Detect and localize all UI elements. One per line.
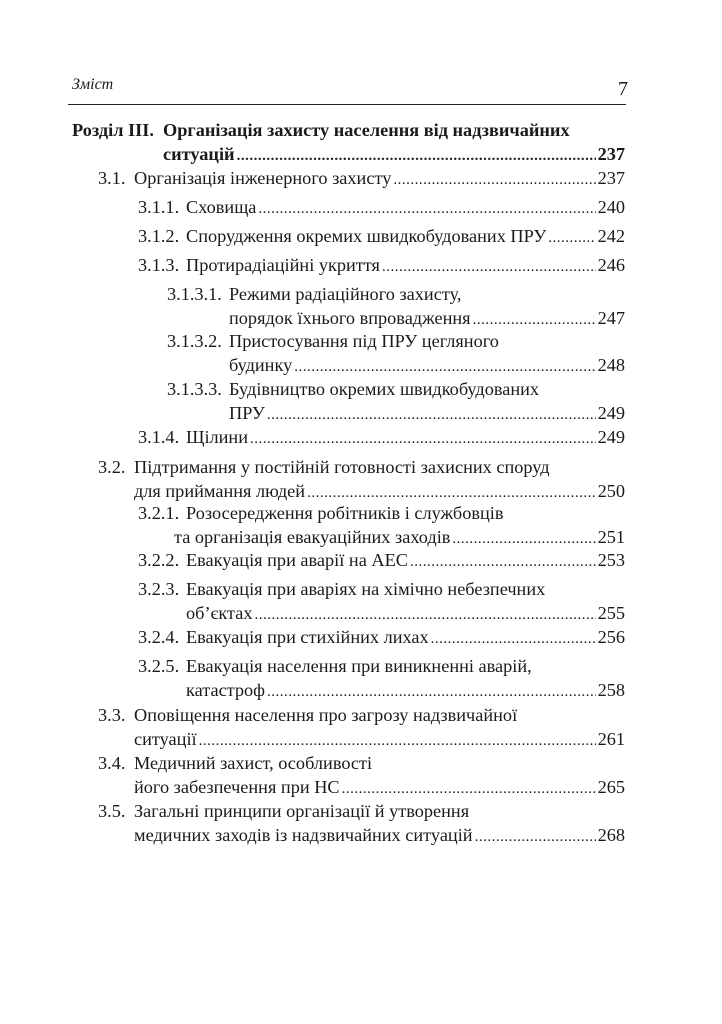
toc-entry-page: 240 [597, 197, 625, 217]
toc-entry-number: 3.3. [98, 705, 126, 725]
toc-entry-page: 237 [597, 144, 625, 164]
dot-leader [342, 777, 596, 801]
toc-entry-page: 265 [597, 777, 625, 797]
toc-entry-title: Спорудження окремих швидкобудованих ПРУ [186, 226, 547, 246]
toc-entry-title: Сховища [186, 197, 257, 217]
page-number: 7 [618, 78, 628, 100]
toc-entry-title: Евакуація при аваріях на хімічно небезпечних [186, 579, 546, 599]
toc-entry-title: його забезпечення при НС [134, 777, 340, 797]
dot-leader [410, 550, 596, 574]
toc-entry-page: 246 [597, 255, 625, 275]
toc-entry-page: 256 [597, 627, 625, 647]
toc-entry-title: Евакуація при аварії на АЕС [186, 550, 408, 570]
toc-entry-page: 250 [597, 481, 625, 501]
toc-entry [0, 425, 625, 449]
dot-leader [254, 603, 595, 627]
toc-entry-title: Щілини [186, 427, 248, 447]
toc-entry-number: 3.1.4. [138, 427, 180, 447]
toc-entry [0, 166, 625, 190]
toc-entry-number: 3.1.1. [138, 197, 180, 217]
toc-entry [0, 329, 625, 377]
dot-leader [250, 427, 596, 451]
dot-leader [431, 627, 596, 651]
toc-entry-title: катастроф [186, 680, 266, 700]
toc-entry-title: Евакуація при стихійних лихах [186, 627, 429, 647]
dot-leader [258, 197, 595, 221]
toc-entry [0, 253, 625, 277]
toc-entry-page: 237 [597, 168, 625, 188]
toc-entry [0, 799, 625, 847]
toc-entry-page: 249 [597, 403, 625, 423]
toc-entry-page: 268 [597, 825, 625, 845]
toc-entry-page: 261 [597, 729, 625, 749]
toc-entry-title: Організація захисту населення від надзвичайних [163, 120, 570, 140]
dot-leader [475, 825, 596, 849]
toc-entry-title: та організація евакуаційних заходів [174, 527, 451, 547]
toc-entry [0, 118, 625, 166]
toc-entry-number: 3.2.1. [138, 503, 180, 523]
toc-entry-title: Загальні принципи організації й утворення [134, 801, 470, 821]
toc-entry-number: 3.5. [98, 801, 126, 821]
toc-entry-page: 248 [597, 355, 625, 375]
toc-entry [0, 703, 625, 751]
toc-entry-number: 3.1. [98, 168, 126, 188]
toc-entry-title: Евакуація населення при виникненні аварій, [186, 656, 532, 676]
toc-entry-title: будинку [229, 355, 293, 375]
toc-entry-page: 258 [597, 680, 625, 700]
toc-entry-title: Протирадіаційні укриття [186, 255, 380, 275]
toc-entry [0, 455, 625, 503]
toc-entry-title: об’єктах [186, 603, 253, 623]
toc-entry-title: ситуації [134, 729, 197, 749]
toc-entry-title: Підтримання у постійній готовності захисних споруд [134, 457, 550, 477]
dot-leader [382, 255, 596, 279]
toc-entry [0, 195, 625, 219]
toc-entry-page: 251 [597, 527, 625, 547]
toc-entry-number: 3.1.3.3. [167, 379, 222, 399]
toc-entry-number: 3.2.4. [138, 627, 180, 647]
toc-entry-title: Оповіщення населення про загрозу надзвичайної [134, 705, 518, 725]
running-header [68, 76, 626, 105]
toc-entry-title: Будівництво окремих швидкобудованих [229, 379, 540, 399]
toc-entry [0, 577, 625, 625]
toc-entry-title: Пристосування під ПРУ цегляного [229, 331, 499, 351]
toc-entry-title: Розосередження робітників і службовців [186, 503, 504, 523]
toc-entry [0, 224, 625, 248]
toc-entry [0, 654, 625, 702]
toc-entry-number: Розділ III. [72, 120, 154, 140]
toc-entry-title: Режими радіаційного захисту, [229, 284, 462, 304]
dot-leader [237, 144, 596, 168]
toc-entry [0, 377, 625, 425]
toc-entry-page: 253 [597, 550, 625, 570]
toc-entry [0, 751, 625, 799]
toc-entry-number: 3.2.2. [138, 550, 180, 570]
dot-leader [267, 403, 596, 427]
toc-entry-number: 3.1.3.1. [167, 284, 222, 304]
toc-entry-page: 242 [597, 226, 625, 246]
toc-entry-title: ПРУ [229, 403, 265, 423]
toc-entry [0, 625, 625, 649]
toc-entry-number: 3.4. [98, 753, 126, 773]
toc-entry-title: для приймання людей [134, 481, 306, 501]
toc-entry [0, 282, 625, 330]
toc-entry-page: 249 [597, 427, 625, 447]
toc-entry-title: порядок їхнього впровадження [229, 308, 471, 328]
toc-entry-number: 3.1.3.2. [167, 331, 222, 351]
running-title: Зміст [72, 76, 114, 93]
toc-entry-page: 255 [597, 603, 625, 623]
toc-entry-number: 3.1.2. [138, 226, 180, 246]
toc-entry-number: 3.2.5. [138, 656, 180, 676]
dot-leader [393, 168, 595, 192]
toc-entry-title: Організація інженерного захисту [134, 168, 392, 188]
toc-entry-title: медичних заходів із надзвичайних ситуацій [134, 825, 473, 845]
dot-leader [267, 680, 596, 704]
toc-entry-page: 247 [597, 308, 625, 328]
dot-leader [548, 226, 595, 250]
dot-leader [294, 355, 595, 379]
toc-entry [0, 548, 625, 572]
toc-entry-number: 3.1.3. [138, 255, 180, 275]
toc-entry-number: 3.2.3. [138, 579, 180, 599]
toc-entry [0, 501, 625, 549]
toc-entry-title: Медичний захист, особливості [134, 753, 373, 773]
toc-entry-title: ситуацій [163, 144, 235, 164]
dot-leader [199, 729, 596, 753]
toc-entry-number: 3.2. [98, 457, 126, 477]
